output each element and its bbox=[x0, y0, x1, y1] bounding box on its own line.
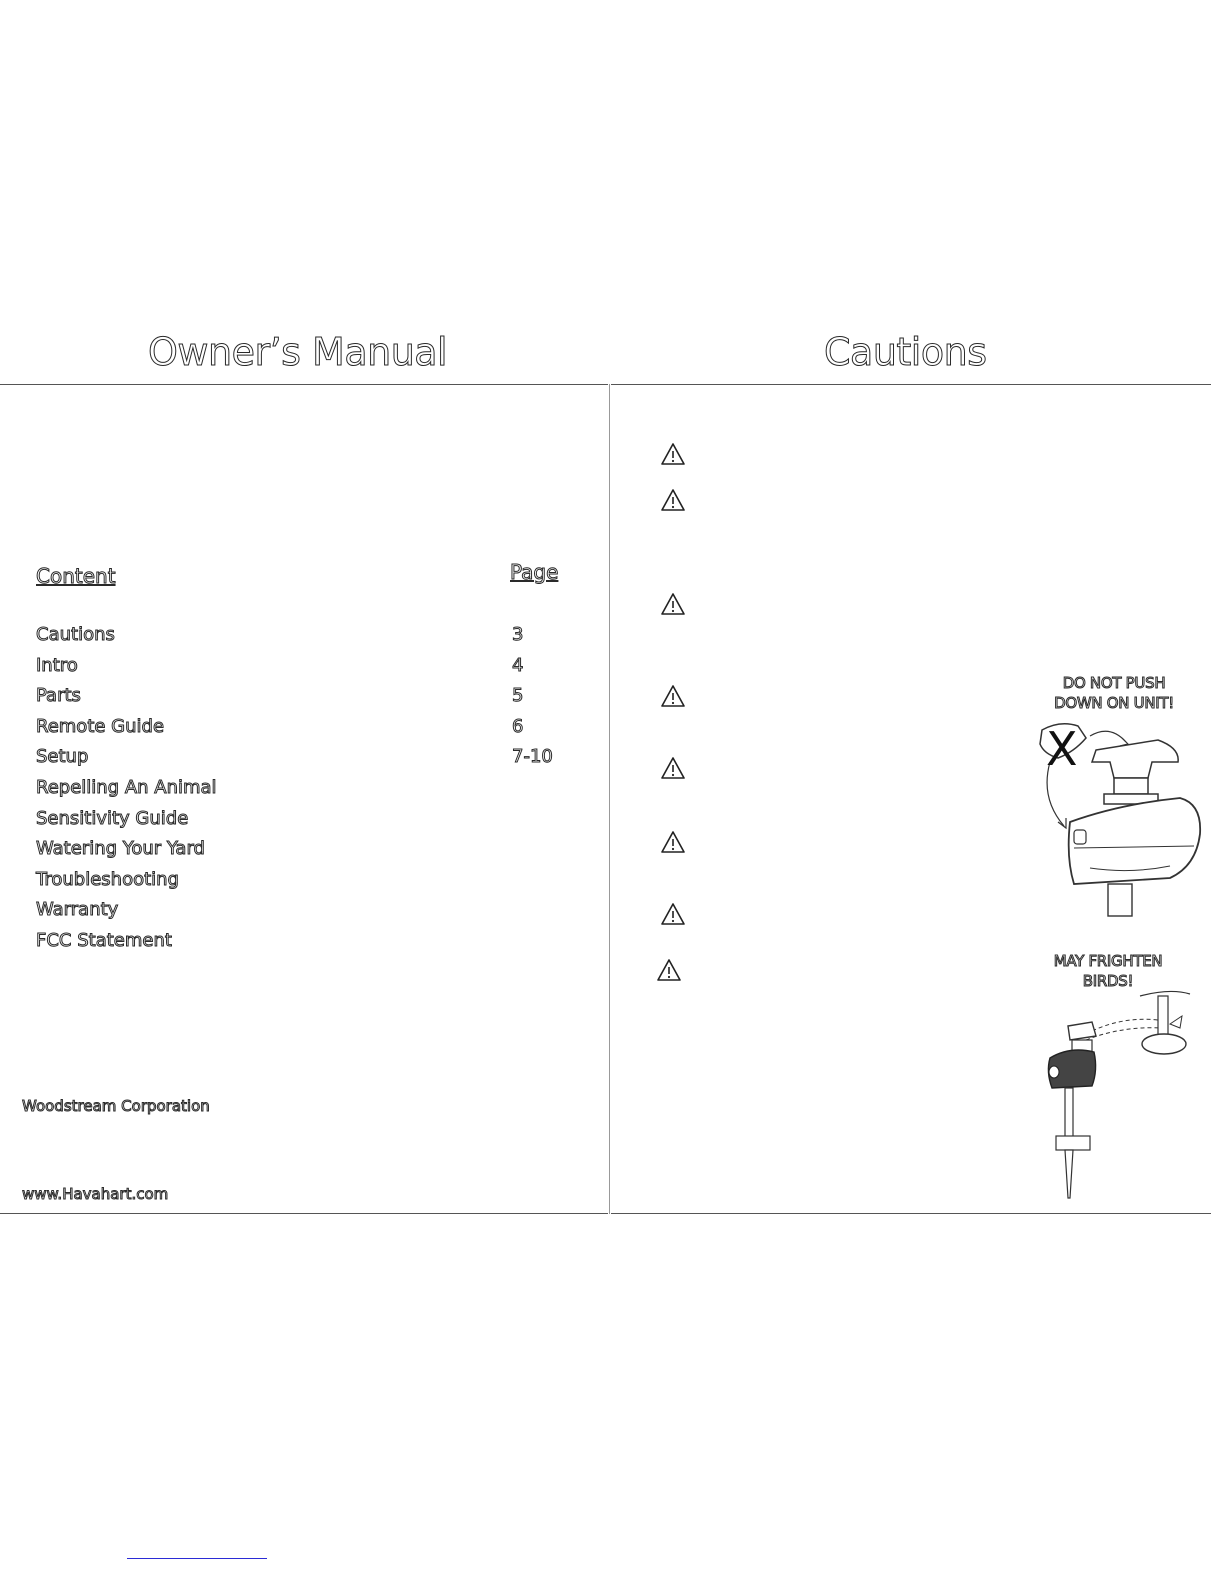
link-underline bbox=[127, 1558, 267, 1559]
callout-do-not-push-line2: DOWN ON UNIT! bbox=[1054, 694, 1174, 712]
do-not-x-mark: X bbox=[1046, 722, 1078, 776]
toc-item-label: Sensitivity Guide bbox=[36, 808, 189, 829]
toc-item-page: 4 bbox=[512, 655, 524, 676]
toc-item-label: Cautions bbox=[36, 624, 115, 645]
toc-item-page: 7-10 bbox=[512, 746, 553, 767]
toc-item-label: Troubleshooting bbox=[36, 869, 179, 890]
website-link[interactable]: www.Havahart.com bbox=[22, 1185, 169, 1203]
footer-rule-right bbox=[611, 1213, 1211, 1214]
toc-item-label: FCC Statement bbox=[36, 930, 172, 951]
birdbath-spray-illustration bbox=[1040, 986, 1200, 1201]
warning-triangle-icon bbox=[660, 592, 686, 616]
warning-triangle-icon bbox=[660, 830, 686, 854]
toc-item-label: Repelling An Animal bbox=[36, 777, 217, 798]
warning-triangle-icon bbox=[656, 958, 682, 982]
warning-triangle-icon bbox=[660, 756, 686, 780]
toc-header-content: Content bbox=[36, 564, 116, 588]
callout-do-not-push-line1: DO NOT PUSH bbox=[1062, 674, 1166, 692]
warning-triangle-icon bbox=[660, 488, 686, 512]
warning-triangle-icon bbox=[660, 684, 686, 708]
callout-birds-line2: BIRDS! bbox=[1082, 972, 1134, 990]
toc-item-label: Warranty bbox=[36, 899, 119, 920]
warning-triangle-icon bbox=[660, 442, 686, 466]
header-rule-right bbox=[611, 384, 1211, 385]
toc-item-label: Remote Guide bbox=[36, 716, 165, 737]
header-rule-left bbox=[0, 384, 608, 385]
page-title-cautions: Cautions bbox=[824, 330, 987, 374]
page-divider bbox=[609, 384, 610, 1214]
toc-item-page: 6 bbox=[512, 716, 524, 737]
toc-item-page: 5 bbox=[512, 685, 524, 706]
caution-list bbox=[660, 0, 690, 1000]
footer-rule-left bbox=[0, 1213, 608, 1214]
callout-do-not-push bbox=[1046, 674, 1182, 712]
toc-item-label: Intro bbox=[36, 655, 78, 676]
toc-header-page: Page bbox=[510, 560, 559, 584]
callout-birds-line1: MAY FRIGHTEN bbox=[1053, 952, 1163, 970]
callout-may-frighten-birds bbox=[1040, 952, 1176, 990]
company-name: Woodstream Corporation bbox=[22, 1097, 210, 1115]
toc-item-label: Watering Your Yard bbox=[36, 838, 205, 859]
page-title-owners-manual: Owner’s Manual bbox=[148, 330, 448, 374]
toc-item-page: 3 bbox=[512, 624, 524, 645]
warning-triangle-icon bbox=[660, 902, 686, 926]
toc-item-label: Parts bbox=[36, 685, 81, 706]
toc-item-label: Setup bbox=[36, 746, 89, 767]
